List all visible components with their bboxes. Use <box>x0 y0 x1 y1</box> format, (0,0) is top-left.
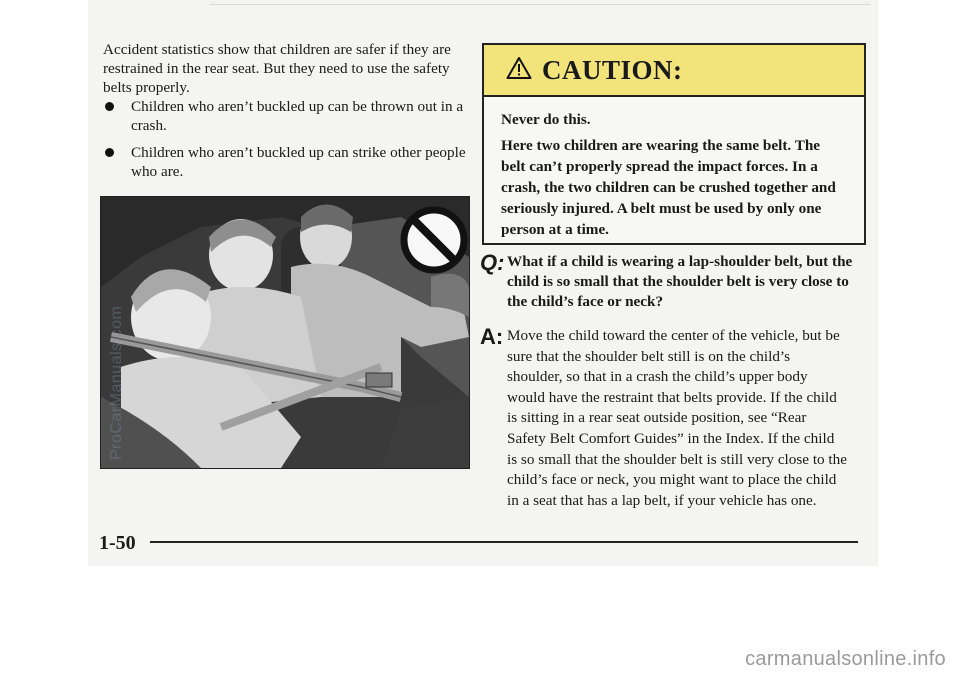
illustration-svg <box>101 197 469 468</box>
bottom-watermark: carmanualsonline.info <box>745 648 946 670</box>
intro-paragraph: Accident statistics show that children are safer if they are restrained in the rear seat. But they need to use the safety belts properly. <box>103 41 451 96</box>
question-block <box>480 252 870 312</box>
caution-header <box>484 45 864 97</box>
answer-mark-label: A: <box>480 324 504 349</box>
warning-triangle-icon <box>506 56 532 85</box>
answer-text: Move the child toward the center of the vehicle, but be sure that the shoulder belt still is on the child’s shoulder, so that in a crash the child’s upper body would have the restraint that belts provide. If the child is sitting in a rear seat outside position, see “Rear Safety Belt Comfort Guides” in the Index. If the child is so small that the shoulder belt is still very close to the child’s face or neck, you might want to place the child in a seat that has a lap belt, if your vehicle has one. <box>507 327 847 509</box>
page-number: 1-50 <box>99 532 136 554</box>
question-mark-label: Q: <box>480 250 505 275</box>
bullet-icon <box>105 102 114 111</box>
bullet-text: Children who aren’t buckled up can be thrown out in a crash. <box>131 98 464 134</box>
caution-line-1: Never do this. <box>501 111 591 128</box>
bullet-icon <box>105 148 114 157</box>
caution-line-2: Here two children are wearing the same belt. The belt can’t properly spread the impact forces. In a crash, the two children can be crushed together and seriously injured. A belt must be used by only one person at a time. <box>501 137 836 238</box>
bullet-item <box>103 97 478 135</box>
bullet-item <box>103 143 478 181</box>
caution-body <box>484 97 864 240</box>
answer-block <box>480 326 870 511</box>
bullet-list <box>103 97 478 189</box>
children-sharing-belt-illustration <box>100 196 470 469</box>
caution-title: CAUTION: <box>542 54 683 85</box>
bottom-divider <box>150 541 858 543</box>
caution-box <box>482 43 866 245</box>
top-divider <box>210 4 870 5</box>
side-watermark: ProCarManuals.com <box>108 305 125 460</box>
bullet-text: Children who aren’t buckled up can strike other people who are. <box>131 144 466 180</box>
question-text: What if a child is wearing a lap-shoulder belt, but the child is so small that the shoulder belt is very close to the child’s face or neck? <box>507 253 853 310</box>
